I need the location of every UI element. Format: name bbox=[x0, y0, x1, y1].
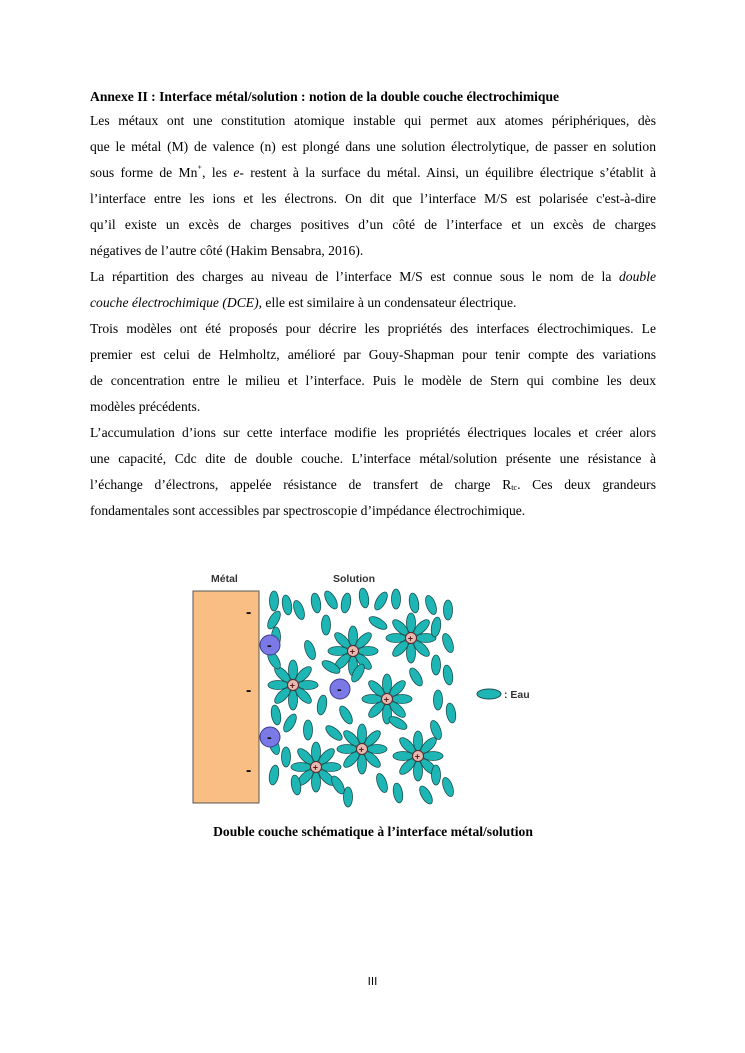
paragraph-intro bbox=[90, 108, 656, 264]
solution-label: Solution bbox=[333, 573, 375, 585]
water-molecule bbox=[282, 747, 291, 767]
figure-caption: Double couche schématique à l’interface métal/solution bbox=[213, 824, 533, 839]
double-layer-diagram bbox=[186, 565, 546, 815]
text-line: premier est celui de Helmholtz, amélioré par Gouy-Shapman pour tenir compte des variations bbox=[90, 347, 656, 362]
water-molecule bbox=[444, 600, 453, 620]
water-molecule bbox=[322, 615, 331, 635]
legend-water-icon bbox=[477, 689, 501, 699]
water-molecule bbox=[323, 723, 344, 743]
water-molecule bbox=[268, 764, 280, 785]
text-line: fondamentales sont accessibles par spectroscopie d’impédance électrochimique. bbox=[90, 503, 526, 518]
text-line: sous forme de Mn⁺, les e- restent à la surface du métal. Ainsi, un équilibre électrique s’établit à bbox=[90, 163, 657, 180]
paragraph-capacity bbox=[90, 420, 656, 524]
water-molecule bbox=[372, 590, 390, 612]
water-molecules bbox=[265, 587, 457, 807]
water-molecule bbox=[316, 694, 328, 715]
water-molecule bbox=[281, 594, 293, 615]
double-layer-figure bbox=[186, 565, 546, 815]
text-line: Les métaux ont une constitution atomique instable qui permet aux atomes périphériques, dès bbox=[90, 113, 656, 128]
water-molecule bbox=[428, 719, 443, 741]
anion-minus-sign: - bbox=[267, 637, 272, 653]
page-number: III bbox=[367, 975, 378, 988]
water-molecule bbox=[392, 782, 404, 803]
cation-plus-sign: + bbox=[312, 762, 319, 773]
paragraph-models bbox=[90, 316, 656, 420]
water-molecule bbox=[358, 587, 370, 608]
water-molecule bbox=[322, 589, 340, 611]
annex-title: Annexe II : Interface métal/solution : notion de la double couche électrochimique bbox=[90, 89, 560, 104]
cation-plus-sign: + bbox=[358, 744, 365, 755]
water-molecule bbox=[440, 632, 455, 654]
metal-minus-sign: - bbox=[246, 762, 252, 779]
water-molecule bbox=[367, 614, 389, 632]
text-line: de concentration entre le milieu et l’interface. Puis le modèle de Stern qui combine les deux bbox=[90, 373, 656, 388]
water-molecule bbox=[310, 592, 322, 613]
text-line: L’accumulation d’ions sur cette interface modifie les propriétés électriques locales et créer alors bbox=[90, 425, 656, 440]
water-molecule bbox=[387, 714, 409, 732]
anion-minus-sign: - bbox=[267, 729, 272, 745]
water-molecule bbox=[442, 664, 454, 685]
metal-minus-sign: - bbox=[246, 682, 252, 699]
water-molecule bbox=[423, 594, 438, 616]
text-line: l’interface entre les ions et les électrons. On dit que l’interface M/S est polarisée c'est-à-dire bbox=[90, 191, 656, 206]
water-molecule bbox=[304, 720, 313, 740]
water-molecule bbox=[340, 592, 352, 613]
cation-plus-sign: + bbox=[349, 646, 356, 657]
text-line: modèles précédents. bbox=[90, 399, 201, 414]
text-line: l’échange d’électrons, appelée résistance de transfert de charge Rtc. Ces deux grandeurs bbox=[90, 477, 656, 492]
text-line: qu’il existe un excès de charges positives d’un côté de l’interface et un excès de charges bbox=[90, 217, 656, 232]
water-molecule bbox=[270, 704, 282, 725]
cation-plus-sign: + bbox=[407, 633, 414, 644]
text-line: Trois modèles ont été proposés pour décrire les propriétés des interfaces électrochimiques. Le bbox=[90, 321, 656, 336]
water-molecule bbox=[407, 666, 425, 688]
water-molecule bbox=[337, 704, 355, 726]
water-molecule bbox=[374, 772, 389, 794]
legend-water-label: : Eau bbox=[504, 689, 530, 701]
water-molecule bbox=[281, 712, 299, 734]
paragraph-dce bbox=[90, 264, 656, 316]
text-line: que le métal (M) de valence (n) est plongé dans une solution électrolytique, de passer en solution bbox=[90, 139, 656, 154]
water-molecule bbox=[417, 784, 435, 806]
cation-plus-sign: + bbox=[414, 751, 421, 762]
anion-minus-sign: - bbox=[337, 681, 342, 697]
water-molecule bbox=[302, 639, 317, 661]
text-line: couche électrochimique (DCE), elle est similaire à un condensateur électrique. bbox=[90, 295, 517, 310]
text-line: négatives de l’autre côté (Hakim Bensabra, 2016). bbox=[90, 243, 364, 258]
text-line: La répartition des charges au niveau de l’interface M/S est connue sous le nom de la double bbox=[90, 269, 656, 284]
water-molecule bbox=[270, 591, 279, 611]
water-molecule bbox=[344, 787, 353, 807]
water-molecule bbox=[432, 655, 441, 675]
water-molecule bbox=[445, 702, 457, 723]
water-molecule bbox=[440, 776, 455, 798]
text-line: une capacité, Cdc dite de double couche. L’interface métal/solution présente une résistance à bbox=[90, 451, 656, 466]
metal-label: Métal bbox=[211, 573, 238, 585]
water-molecule bbox=[432, 765, 441, 785]
cation-plus-sign: + bbox=[289, 680, 296, 691]
cation-plus-sign: + bbox=[383, 694, 390, 705]
water-molecule bbox=[430, 616, 442, 637]
water-molecule bbox=[392, 589, 401, 609]
water-molecule bbox=[408, 592, 420, 613]
water-molecule bbox=[291, 599, 306, 621]
metal-minus-sign: - bbox=[246, 604, 252, 621]
water-molecule bbox=[434, 690, 443, 710]
